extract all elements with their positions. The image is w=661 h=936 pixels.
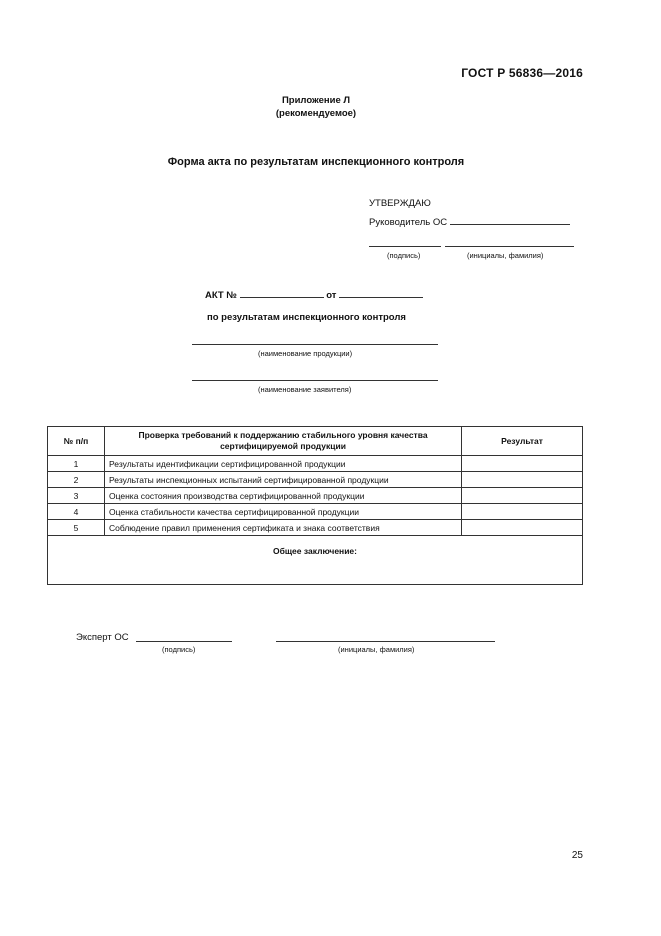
standard-number: ГОСТ Р 56836—2016: [461, 66, 583, 80]
table-row: [48, 488, 583, 504]
row-num: 2: [48, 472, 105, 488]
table-row: [48, 456, 583, 472]
expert-signature-caption: (подпись): [162, 645, 196, 654]
expert-signature-line: [136, 641, 232, 642]
act-number-line: [240, 287, 324, 298]
head-os-text: Руководитель ОС: [369, 217, 448, 228]
row-text: Результаты инспекционных испытаний сертифицированной продукции: [105, 472, 462, 488]
act-from-label: от: [326, 290, 337, 301]
header-num: № п/п: [48, 427, 105, 456]
page-number: 25: [571, 850, 583, 861]
form-title: Форма акта по результатам инспекционного контроля: [167, 156, 465, 168]
conclusion-row: [48, 536, 583, 585]
table-row: [48, 504, 583, 520]
act-subtitle: по результатам инспекционного контроля: [207, 312, 406, 323]
row-result: [462, 472, 583, 488]
row-num: 5: [48, 520, 105, 536]
approval-initials-caption: (инициалы, фамилия): [467, 251, 544, 260]
head-os-label: [369, 214, 570, 228]
header-check: Проверка требований к поддержанию стабильного уровня качества сертифицируемой продукции: [105, 427, 462, 456]
act-label: АКТ №: [205, 290, 237, 301]
row-num: 3: [48, 488, 105, 504]
row-num: 4: [48, 504, 105, 520]
applicant-line: [192, 380, 438, 381]
row-text: Результаты идентификации сертифицированной продукции: [105, 456, 462, 472]
approval-initials-line: [445, 246, 574, 247]
inspection-table: [47, 426, 583, 585]
applicant-caption: (наименование заявителя): [258, 385, 352, 394]
header-result: Результат: [462, 427, 583, 456]
table-header-row: [48, 427, 583, 456]
product-caption: (наименование продукции): [258, 349, 353, 358]
act-number-row: [205, 287, 423, 301]
conclusion-cell: Общее заключение:: [48, 536, 583, 585]
row-num: 1: [48, 456, 105, 472]
approval-signature-line: [369, 246, 441, 247]
table-row: [48, 520, 583, 536]
expert-initials-line: [276, 641, 495, 642]
act-date-line: [339, 287, 423, 298]
row-result: [462, 520, 583, 536]
row-text: Оценка стабильности качества сертифицированной продукции: [105, 504, 462, 520]
approve-label: УТВЕРЖДАЮ: [369, 198, 431, 209]
row-result: [462, 456, 583, 472]
head-os-line: [450, 214, 570, 225]
appendix-title: Приложение Л: [281, 95, 351, 106]
row-result: [462, 488, 583, 504]
row-text: Соблюдение правил применения сертификата и знака соответствия: [105, 520, 462, 536]
approval-signature-caption: (подпись): [387, 251, 421, 260]
appendix-subtitle: (рекомендуемое): [275, 108, 357, 119]
expert-initials-caption: (инициалы, фамилия): [338, 645, 415, 654]
table-row: [48, 472, 583, 488]
product-line: [192, 344, 438, 345]
row-text: Оценка состояния производства сертифицированной продукции: [105, 488, 462, 504]
expert-label: Эксперт ОС: [76, 632, 129, 643]
row-result: [462, 504, 583, 520]
